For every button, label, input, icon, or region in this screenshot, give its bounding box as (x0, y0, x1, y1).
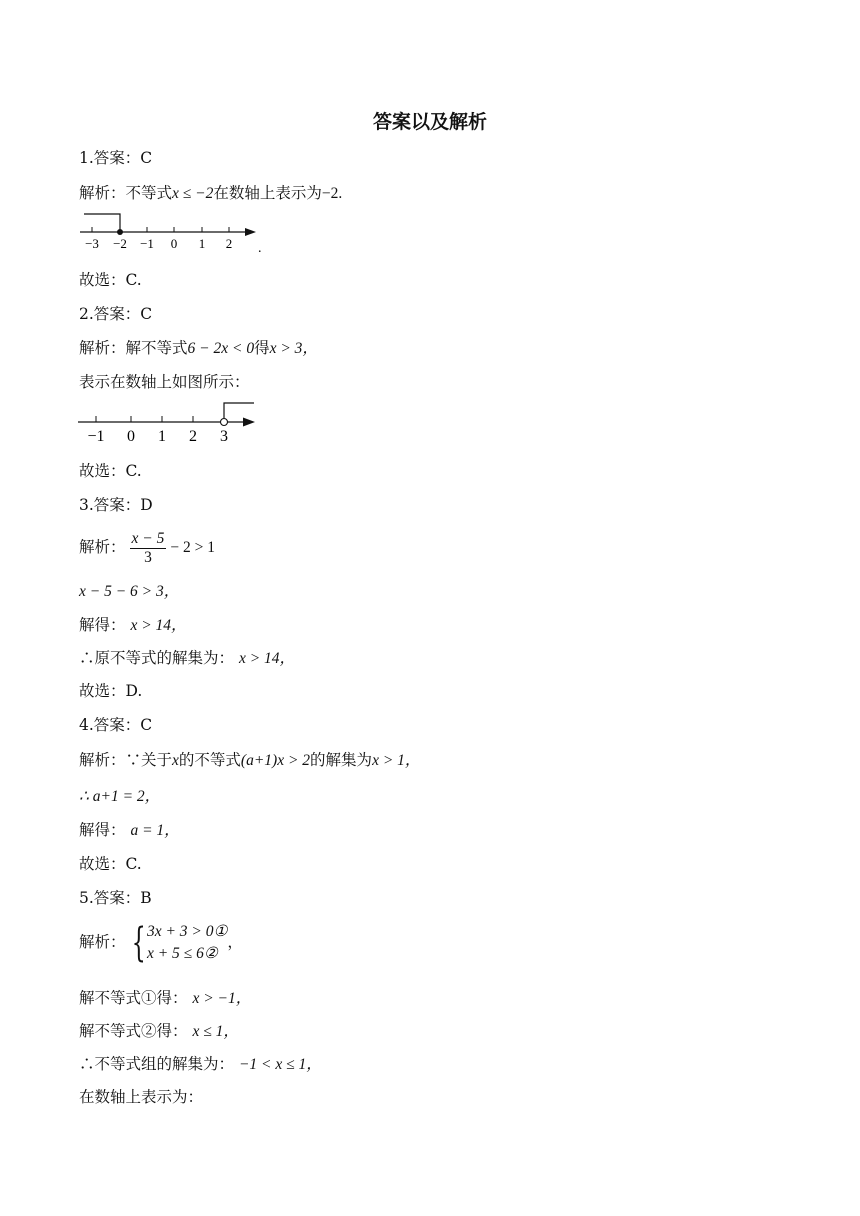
q5-step1 (79, 988, 251, 1009)
q4-step2-label: 解得： (79, 821, 126, 839)
q4-inequality: (a+1)x > 2 (240, 752, 311, 769)
q3-answer: 3.答案：D (79, 496, 153, 514)
q2-axis-arrow (243, 418, 255, 427)
q5-analysis (79, 920, 243, 965)
q4-result: x > 1， (372, 752, 421, 769)
q2-choice: 故选：C. (79, 462, 142, 480)
q4-choice: 故选：C. (79, 855, 142, 873)
q1-analysis-mid: 在数轴上表示为 (213, 184, 322, 202)
q5-step4: 在数轴上表示为： (79, 1088, 204, 1106)
q2-number-line (76, 398, 266, 448)
q4-var: x (172, 752, 179, 769)
q1-analysis-prefix: 解析：不等式 (79, 184, 173, 202)
q2-open-point (221, 419, 228, 426)
q4-analysis (79, 750, 420, 771)
q1-closed-point (117, 229, 123, 235)
q4-answer: 4.答案：C (79, 716, 153, 734)
q1-tick-label: −3 (85, 236, 99, 251)
q2-tick-label: −1 (87, 428, 105, 445)
q2-analysis (79, 338, 318, 359)
q5-step3-label: ∴不等式组的解集为： (79, 1055, 235, 1073)
q2-tick-label: 3 (220, 428, 228, 445)
q3-step2 (79, 615, 187, 636)
q3-step1: x − 5 − 6 > 3， (79, 583, 180, 600)
q5-system (126, 921, 228, 965)
q5-answer: 5.答案：B (79, 889, 152, 907)
q2-analysis-mid: 得 (254, 339, 270, 357)
q2-solution-ray (224, 403, 254, 418)
q2-ticks (96, 416, 193, 422)
q5-brace: { (131, 920, 146, 966)
q1-tick-label: 1 (198, 236, 206, 251)
q1-answer: 1.答案：C (79, 149, 153, 167)
q1-tick-label: 2 (225, 236, 233, 251)
q3-step3-math: x > 14， (238, 650, 296, 667)
q1-solution-ray (84, 214, 120, 232)
q3-step3-label: ∴原不等式的解集为： (79, 649, 235, 667)
q5-step3-math: −1 < x ≤ 1， (238, 1056, 322, 1073)
q3-choice: 故选：D. (79, 682, 143, 700)
q5-step2-label: 解不等式②得： (79, 1022, 188, 1040)
q1-axis-arrow (245, 228, 256, 236)
q5-step3 (79, 1054, 322, 1075)
q1-tick-label: −1 (140, 236, 154, 251)
page-title: 答案以及解析 (372, 111, 487, 133)
q5-analysis-prefix: 解析： (79, 933, 126, 951)
q3-analysis-prefix: 解析： (79, 538, 126, 556)
q2-shown-text: 表示在数轴上如图所示： (79, 373, 250, 391)
q3-fraction (130, 530, 167, 567)
q5-system-end: ， (227, 933, 243, 951)
q5-system-rows (147, 921, 227, 965)
q1-analysis (79, 183, 342, 204)
q1-tick-label: −2 (113, 236, 127, 251)
q5-system-row1: 3x + 3 > 0① (146, 923, 228, 940)
q2-tick-label: 0 (127, 428, 135, 445)
q4-step2 (79, 820, 180, 841)
q2-result: x > 3， (269, 340, 318, 357)
q4-analysis-mid2: 的解集为 (310, 751, 373, 769)
q4-analysis-prefix: 解析：∵关于 (79, 751, 173, 769)
q3-step2-label: 解得： (79, 616, 126, 634)
q2-inequality: 6 − 2x < 0 (187, 340, 255, 357)
q4-analysis-mid: 的不等式 (178, 751, 241, 769)
q1-inequality: x ≤ −2 (172, 185, 214, 202)
q1-tick-label: 0 (170, 236, 178, 251)
q1-number-line (76, 208, 276, 256)
q1-choice: 故选：C. (79, 271, 142, 289)
q3-frac-rest: − 2 > 1 (170, 539, 215, 556)
q5-system-row2: x + 5 ≤ 6② (146, 945, 218, 962)
q1-ticks (92, 227, 229, 232)
q5-step2-math: x ≤ 1， (192, 1023, 239, 1040)
q3-frac-numerator: x − 5 (131, 529, 165, 547)
q2-tick-label: 1 (158, 428, 166, 445)
q5-step2 (79, 1021, 239, 1042)
q1-trailing-dot: . (258, 241, 262, 256)
q2-answer: 2.答案：C (79, 305, 153, 323)
q3-frac-denominator: 3 (144, 548, 152, 566)
q5-step1-label: 解不等式①得： (79, 989, 188, 1007)
q3-step2-math: x > 14， (130, 617, 187, 634)
q4-step1: ∴ a+1 = 2， (79, 788, 161, 805)
q3-step3 (79, 648, 295, 669)
q5-step1-math: x > −1， (192, 990, 252, 1007)
q3-analysis (79, 528, 215, 567)
q1-analysis-end: −2. (321, 185, 343, 202)
q4-step2-math: a = 1， (130, 822, 180, 839)
q2-analysis-prefix: 解析：解不等式 (79, 339, 188, 357)
q2-tick-label: 2 (189, 428, 197, 445)
